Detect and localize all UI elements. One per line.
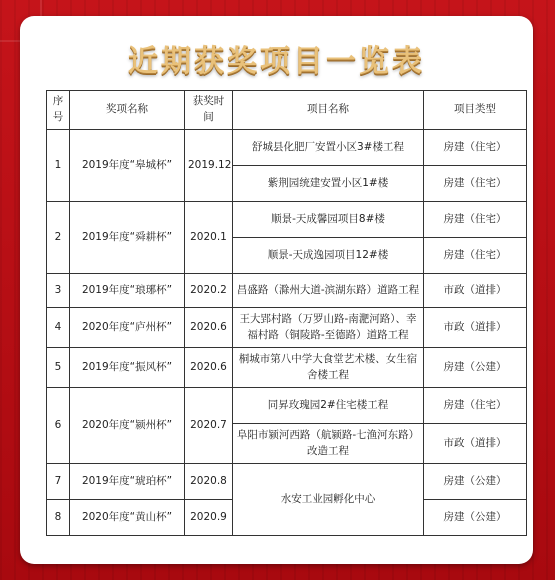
table-row [47,274,527,308]
cell-project: 顺景-天成逸园项目12#楼 [233,238,424,274]
cell-type: 房建（公建） [424,500,527,536]
cell-no: 3 [47,274,70,308]
cell-type: 市政（道排） [424,274,527,308]
cell-no: 1 [47,130,70,202]
table-row [47,348,527,388]
cell-time: 2020.2 [185,274,233,308]
table-row [47,388,527,424]
cell-project: 顺景-天成馨园项目8#楼 [233,202,424,238]
cell-project: 舒城县化肥厂安置小区3#楼工程 [233,130,424,166]
table-header-row [47,91,527,130]
cell-type: 房建（住宅） [424,202,527,238]
table-row [47,308,527,348]
cell-award: 2020年度“颍州杯” [70,388,185,464]
cell-time: 2020.9 [185,500,233,536]
cell-time: 2020.7 [185,388,233,464]
cell-type: 房建（住宅） [424,238,527,274]
header-type: 项目类型 [424,91,527,130]
cell-project: 昌盛路（滁州大道-滨湖东路）道路工程 [233,274,424,308]
cell-no: 8 [47,500,70,536]
cell-type: 市政（道排） [424,308,527,348]
cell-no: 4 [47,308,70,348]
table-row [47,464,527,500]
award-card [20,16,533,564]
cell-project: 王大郢村路（万罗山路-南淝河路）、幸福村路（铜陵路-至德路）道路工程 [233,308,424,348]
cell-type: 市政（道排） [424,424,527,464]
header-project: 项目名称 [233,91,424,130]
page-title: 近期获奖项目一览表 [128,44,425,79]
cell-project: 阜阳市颍河西路（航颍路-七渔河东路）改造工程 [233,424,424,464]
cell-award: 2019年度“皋城杯” [70,130,185,202]
cell-time: 2020.8 [185,464,233,500]
cell-time: 2020.6 [185,348,233,388]
cell-award: 2019年度“琥珀杯” [70,464,185,500]
cell-project: 同昇玫瑰园2#住宅楼工程 [233,388,424,424]
header-time: 获奖时间 [185,91,233,130]
cell-time: 2020.6 [185,308,233,348]
cell-award: 2019年度“振风杯” [70,348,185,388]
cell-award: 2019年度“舜耕杯” [70,202,185,274]
cell-type: 房建（住宅） [424,388,527,424]
cell-award: 2020年度“黄山杯” [70,500,185,536]
cell-no: 2 [47,202,70,274]
cell-award: 2020年度“庐州杯” [70,308,185,348]
cell-type: 房建（住宅） [424,130,527,166]
table-row [47,202,527,238]
cell-no: 5 [47,348,70,388]
cell-award: 2019年度“琅琊杯” [70,274,185,308]
cell-type: 房建（公建） [424,348,527,388]
cell-time: 2020.1 [185,202,233,274]
header-award: 奖项名称 [70,91,185,130]
cell-no: 6 [47,388,70,464]
cell-project: 水安工业园孵化中心 [233,464,424,536]
header-no: 序号 [47,91,70,130]
cell-type: 房建（公建） [424,464,527,500]
award-table [46,90,527,536]
cell-project: 紫荆园统建安置小区1#楼 [233,166,424,202]
cell-time: 2019.12 [185,130,233,202]
table-row [47,130,527,166]
cell-no: 7 [47,464,70,500]
cell-type: 房建（住宅） [424,166,527,202]
cell-project: 桐城市第八中学大食堂艺术楼、女生宿舍楼工程 [233,348,424,388]
